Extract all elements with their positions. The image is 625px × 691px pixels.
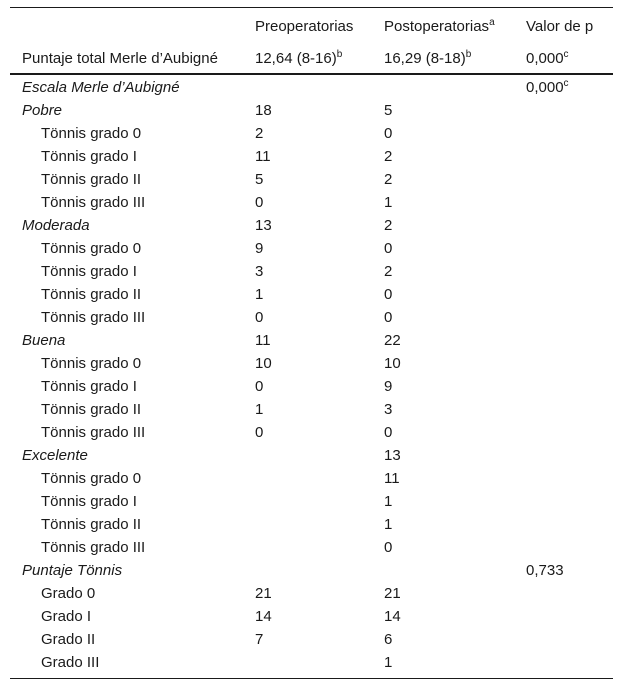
row-preoperatorias: 1 [255, 401, 264, 418]
row-label: Moderada [22, 217, 90, 234]
row-postoperatorias: 0 [384, 125, 393, 142]
row-postoperatorias: 21 [384, 585, 401, 602]
total-score-p [526, 50, 569, 68]
row-preoperatorias: 7 [255, 631, 264, 648]
row-postoperatorias: 9 [384, 378, 393, 395]
row-valor-p-text: 0,000 [526, 79, 564, 96]
row-postoperatorias: 3 [384, 401, 393, 418]
row-label: Tönnis grado 0 [41, 125, 142, 142]
row-postoperatorias: 0 [384, 309, 393, 326]
row-postoperatorias: 11 [384, 470, 400, 487]
table-header-rule [10, 73, 613, 75]
row-postoperatorias: 14 [384, 608, 401, 625]
row-valor-p: 0,733 [526, 562, 564, 579]
row-postoperatorias: 22 [384, 332, 401, 349]
total-score-p-text: 0,000 [526, 50, 564, 67]
row-postoperatorias: 0 [384, 286, 393, 303]
row-label: Tönnis grado II [41, 171, 142, 188]
row-postoperatorias: 13 [384, 447, 401, 464]
row-preoperatorias: 0 [255, 424, 264, 441]
row-preoperatorias: 11 [255, 148, 271, 165]
row-label: Grado 0 [41, 585, 96, 602]
total-score-label: Puntaje total Merle d’Aubigné [22, 50, 218, 67]
row-preoperatorias: 0 [255, 194, 264, 211]
total-score-post-text: 16,29 (8-18) [384, 50, 466, 67]
row-valor-p-footnote: c [563, 78, 569, 89]
row-preoperatorias: 2 [255, 125, 264, 142]
row-preoperatorias: 21 [255, 585, 272, 602]
row-preoperatorias: 13 [255, 217, 272, 234]
row-label: Tönnis grado 0 [41, 470, 142, 487]
row-postoperatorias: 10 [384, 355, 401, 372]
row-label: Grado I [41, 608, 92, 625]
row-label: Tönnis grado I [41, 378, 137, 395]
row-postoperatorias: 2 [384, 171, 393, 188]
row-preoperatorias: 9 [255, 240, 264, 257]
table-bottom-rule [10, 678, 613, 679]
header-postoperatorias-text: Postoperatorias [384, 18, 490, 35]
row-label: Tönnis grado 0 [41, 355, 142, 372]
row-label: Tönnis grado I [41, 493, 137, 510]
row-label: Tönnis grado III [41, 194, 146, 211]
header-valor-p: Valor de p [526, 18, 594, 35]
row-label: Tönnis grado I [41, 263, 137, 280]
row-label: Tönnis grado III [41, 539, 146, 556]
row-label: Puntaje Tönnis [22, 562, 123, 579]
row-label: Tönnis grado II [41, 516, 142, 533]
total-score-p-footnote: c [563, 49, 569, 60]
row-postoperatorias: 2 [384, 263, 393, 280]
total-score-pre-text: 12,64 (8-16) [255, 50, 337, 67]
row-postoperatorias: 1 [384, 654, 393, 671]
header-postoperatorias [384, 18, 495, 36]
row-label: Buena [22, 332, 66, 349]
row-preoperatorias: 5 [255, 171, 264, 188]
header-postoperatorias-footnote: a [489, 17, 495, 28]
row-label: Tönnis grado III [41, 424, 146, 441]
total-score-post-footnote: b [465, 49, 472, 60]
row-label: Grado III [41, 654, 100, 671]
row-postoperatorias: 1 [384, 493, 393, 510]
row-label: Tönnis grado I [41, 148, 137, 165]
header-preoperatorias: Preoperatorias [255, 18, 354, 35]
row-label: Escala Merle d’Aubigné [22, 79, 180, 96]
row-postoperatorias: 2 [384, 217, 393, 234]
row-postoperatorias: 6 [384, 631, 393, 648]
row-valor-p [526, 79, 569, 97]
row-preoperatorias: 3 [255, 263, 264, 280]
row-preoperatorias: 0 [255, 309, 264, 326]
total-score-pre [255, 50, 342, 68]
row-label: Tönnis grado 0 [41, 240, 142, 257]
row-postoperatorias: 0 [384, 240, 393, 257]
row-preoperatorias: 0 [255, 378, 264, 395]
row-preoperatorias: 14 [255, 608, 272, 625]
row-preoperatorias: 11 [255, 332, 271, 349]
table-top-rule [10, 7, 613, 8]
total-score-pre-footnote: b [336, 49, 343, 60]
row-label: Tönnis grado III [41, 309, 146, 326]
row-label: Tönnis grado II [41, 286, 142, 303]
row-postoperatorias: 2 [384, 148, 393, 165]
row-postoperatorias: 0 [384, 424, 393, 441]
row-label: Grado II [41, 631, 96, 648]
row-preoperatorias: 1 [255, 286, 264, 303]
row-preoperatorias: 10 [255, 355, 272, 372]
row-postoperatorias: 1 [384, 194, 393, 211]
row-label: Excelente [22, 447, 88, 464]
row-postoperatorias: 5 [384, 102, 393, 119]
total-score-post [384, 50, 471, 68]
row-postoperatorias: 0 [384, 539, 393, 556]
row-preoperatorias: 18 [255, 102, 272, 119]
row-label: Pobre [22, 102, 63, 119]
row-label: Tönnis grado II [41, 401, 142, 418]
row-postoperatorias: 1 [384, 516, 393, 533]
